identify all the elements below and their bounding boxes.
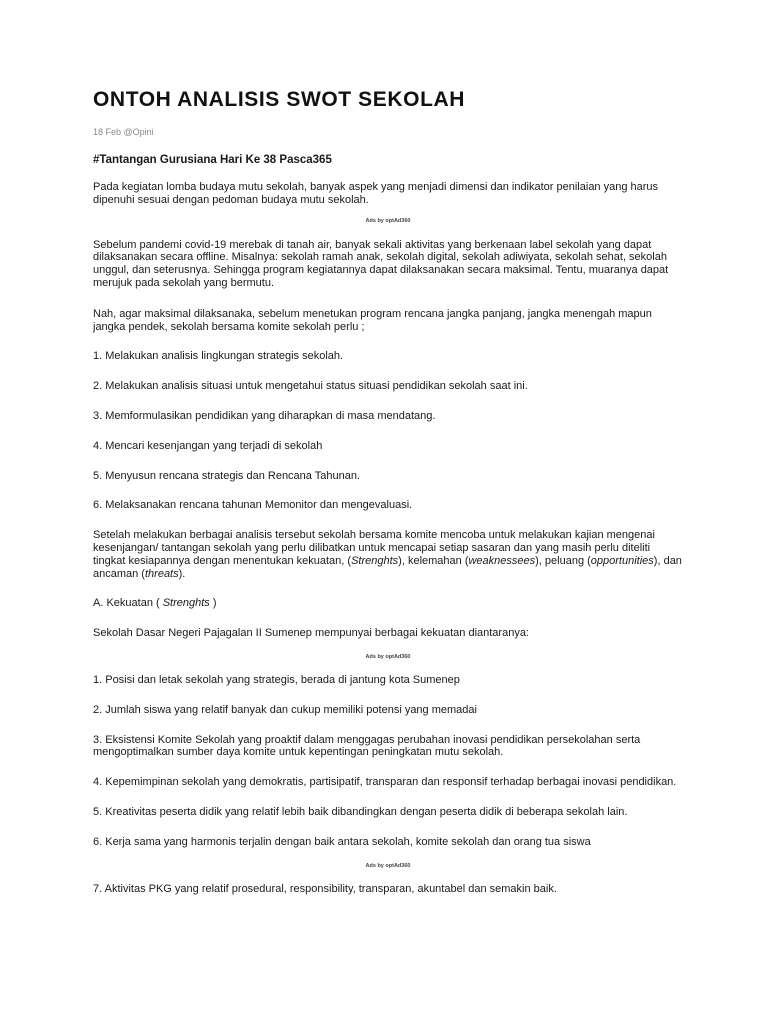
article-meta: 18 Feb @Opini <box>93 127 154 137</box>
ads-label: Ads by optAd360 <box>365 217 411 224</box>
kekuatan-heading: A. Kekuatan ( Strenghts ) <box>93 597 217 610</box>
ads-label: Ads by optAd360 <box>365 653 411 660</box>
list-item: 1. Posisi dan letak sekolah yang strategis, berada di jantung kota Sumenep <box>93 673 460 686</box>
article-tag: #Tantangan Gurusiana Hari Ke 38 Pasca365 <box>93 154 332 166</box>
list-item: 6. Melaksanakan rencana tahunan Memonitor dan mengevaluasi. <box>93 499 413 512</box>
kekuatan-intro: Sekolah Dasar Negeri Pajagalan II Sumenep mempunyai berbagai kekuatan diantaranya: <box>93 627 529 640</box>
list-item: 5. Menyusun rencana strategis dan Rencana Tahunan. <box>93 469 361 482</box>
list-item: 4. Mencari kesenjangan yang terjadi di sekolah <box>93 439 323 452</box>
article-title: ONTOH ANALISIS SWOT SEKOLAH <box>93 88 466 111</box>
list-item: 2. Melakukan analisis situasi untuk mengetahui status situasi pendidikan sekolah saat ini. <box>93 380 528 393</box>
pandemi-paragraph: Sebelum pandemi covid-19 merebak di tanah air, banyak sekali aktivitas yang berkenaan label sekolah yang dapat dilaksanakan secara offline. Misalnya: sekolah ramah anak, sekolah digital, sekolah adiwiyata, sekolah sehat, sekolah unggul, dan seterusnya. Sehingga program kegiatannya dapat dilaksanakan secara maksimal. Tentu, muaranya dapat merujuk pada sekolah yang bermutu. <box>93 238 669 289</box>
ads-label: Ads by optAd360 <box>365 862 411 869</box>
list-item: 3. Memformulasikan pendidikan yang diharapkan di masa mendatang. <box>93 409 436 422</box>
list-item: 7. Aktivitas PKG yang relatif prosedural, responsibility, transparan, akuntabel dan semakin baik. <box>93 882 557 895</box>
list-item: 5. Kreativitas peserta didik yang relatif lebih baik dibandingkan dengan peserta didik di beberapa sekolah lain. <box>93 805 628 818</box>
list-item: 4. Kepemimpinan sekolah yang demokratis, partisipatif, transparan dan responsif terhadap berbagai inovasi pendidikan. <box>93 776 677 789</box>
nah-paragraph: Nah, agar maksimal dilaksanaka, sebelum menetukan program rencana jangka panjang, jangka menengah mapun jangka pendek, sekolah bersama komite sekolah perlu ; <box>93 307 652 333</box>
setelah-paragraph: Setelah melakukan berbagai analisis tersebut sekolah bersama komite mencoba untuk melakukan kajian mengenai kesenjangan/ tantangan sekolah yang perlu dilibatkan untuk mencapai setiap sasaran dan yang masih perlu diteliti tingkat kesiapannya dengan menentukan kekuatan, (Strenghts), kelemahan (weaknessees), peluang (opportunities), dan ancaman (threats). <box>93 529 682 580</box>
intro-paragraph: Pada kegiatan lomba budaya mutu sekolah, banyak aspek yang menjadi dimensi dan indikator penilaian yang harus dipenuhi sesuai dengan pedoman budaya mutu sekolah. <box>93 181 659 206</box>
list-item: 2. Jumlah siswa yang relatif banyak dan cukup memiliki potensi yang memadai <box>93 703 477 716</box>
list-item: 6. Kerja sama yang harmonis terjalin dengan baik antara sekolah, komite sekolah dan orang tua siswa <box>93 835 591 848</box>
article-body <box>93 86 683 895</box>
list-item: 1. Melakukan analisis lingkungan strategis sekolah. <box>93 350 344 363</box>
list-item: 3. Eksistensi Komite Sekolah yang proaktif dalam menggagas perubahan inovasi pendidikan persekolahan serta mengoptimalkan sumber daya komite untuk kepentingan peningkatan mutu sekolah. <box>93 733 641 759</box>
